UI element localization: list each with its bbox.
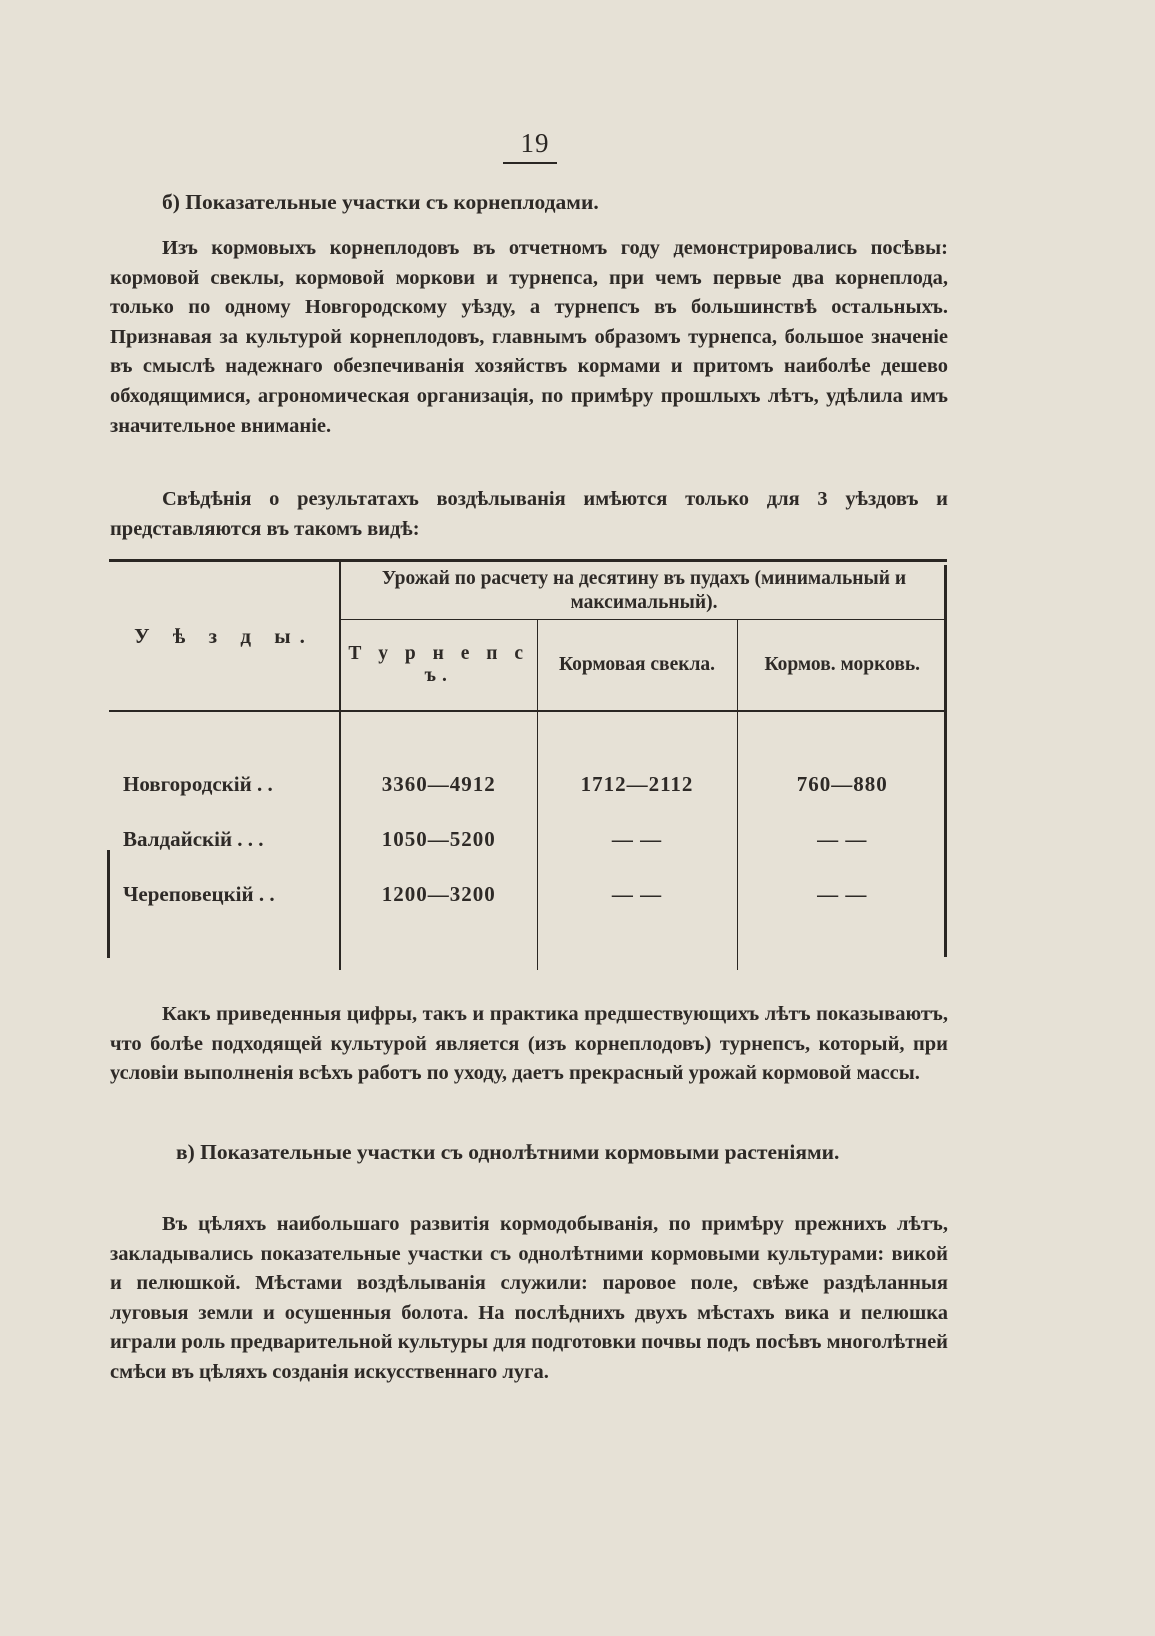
table-right-border: [944, 565, 947, 957]
page-number-underline: [503, 162, 557, 164]
header-district: У ѣ з д ы.: [109, 561, 340, 712]
section-b-heading: б) Показательные участки съ корнеплодами.: [162, 190, 599, 214]
header-fodder-beet: Кормовая свекла.: [537, 620, 737, 711]
beet-cell: 1712—2112: [537, 757, 737, 812]
beet-cell: — —: [537, 812, 737, 867]
district-cell: Новгородскiй . .: [109, 757, 340, 812]
turnip-cell: 3360—4912: [340, 757, 537, 812]
table-row: [109, 757, 947, 812]
header-yield-group: Урожай по расчету на десятину въ пудахъ (минимальный и максимальный).: [340, 561, 947, 620]
district-cell: Череповецкiй . .: [109, 867, 340, 922]
header-fodder-carrot: Кормов. морковь.: [737, 620, 947, 711]
table-row: [109, 812, 947, 867]
page-number: 19: [520, 128, 550, 158]
carrot-cell: — —: [817, 827, 868, 851]
table-left-border: [107, 850, 110, 958]
table-row: [109, 867, 947, 922]
harvest-table: [109, 559, 947, 970]
turnip-cell: 1050—5200: [340, 812, 537, 867]
paragraph-turnip-conclusion: Какъ приведенныя цифры, такъ и практика предшествующихъ лѣтъ показываютъ, что болѣе подходящей культурой является (изъ корнеплодовъ) турнепсъ, который, при условiи выполненiя всѣхъ работъ по уходу, даетъ прекрасный урожай кормовой массы.: [110, 1003, 948, 1085]
section-c-heading: в) Показательные участки съ однолѣтними кормовыми растенiями.: [176, 1140, 840, 1164]
paragraph-annual-fodder: Въ цѣляхъ наибольшаго развитiя кормодобыванiя, по примѣру прежнихъ лѣтъ, закладывались показательные участки съ однолѣтними кормовыми культурами: викой и пелюшкой. Мѣстами воздѣлыванiя служили: паровое поле, свѣже раздѣланныя луговыя земли и осушенныя болота. На послѣднихъ двухъ мѣстахъ вика и пелюшка играли роль предварительной культуры для подготовки почвы подъ посѣвъ многолѣтней смѣси въ цѣляхъ созданiя искусственнаго луга.: [110, 1213, 948, 1383]
paragraph-results-intro: Свѣдѣнiя о результатахъ воздѣлыванiя имѣются только для 3 уѣздовъ и представляются въ такомъ видѣ:: [110, 488, 948, 540]
carrot-cell: 760—880: [796, 772, 888, 796]
beet-cell: — —: [537, 867, 737, 922]
carrot-cell: — —: [817, 882, 868, 906]
district-cell: Валдайскiй . . .: [109, 812, 340, 867]
turnip-cell: 1200—3200: [340, 867, 537, 922]
paragraph-root-crops: Изъ кормовыхъ корнеплодовъ въ отчетномъ году демонстрировались посѣвы: кормовой свеклы, кормовой моркови и турнепса, при чемъ первые два корнеплода, только по одному Новгородскому уѣзду, а турнепсъ въ большинствѣ остальныхъ. Признавая за культурой корнеплодовъ, главнымъ образомъ турнепса, большое значенiе въ смыслѣ надежнаго обезпечиванiя хозяйствъ кормами и притомъ наиболѣе дешево обходящимися, агрономическая организацiя, по примѣру прошлыхъ лѣтъ, удѣлила имъ значительное вниманiе.: [110, 237, 948, 437]
header-turnip: Т у р н е п с ъ.: [340, 620, 537, 711]
